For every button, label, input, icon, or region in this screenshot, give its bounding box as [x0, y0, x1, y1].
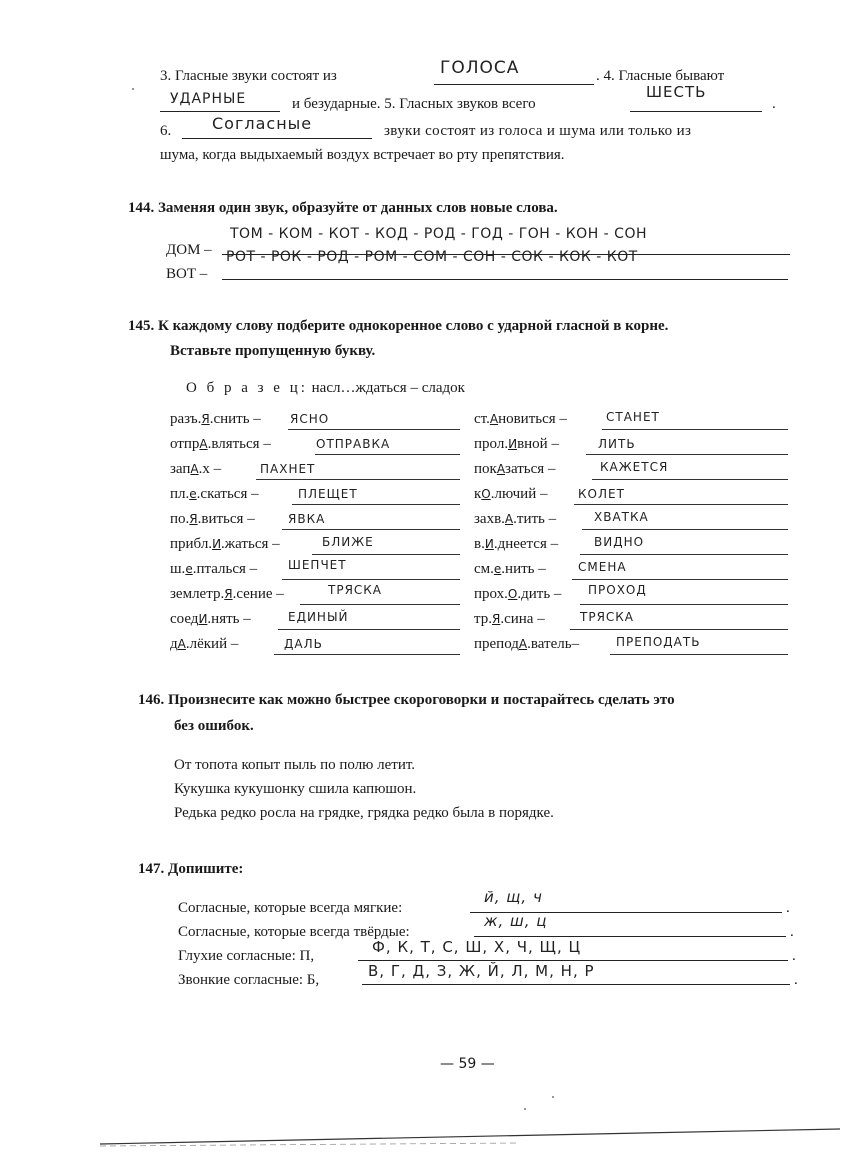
answer-4-text: УДАРНЫЕ [170, 91, 247, 107]
sample-label: О б р а з е ц: [186, 380, 308, 396]
answer-text: ОТПРАВКА [316, 437, 391, 451]
word-row [170, 408, 460, 430]
answer-6-field[interactable] [182, 114, 372, 139]
sample-answer: сладок [421, 380, 465, 396]
tongue-twister: От топота копыт пыль по полю летит. [174, 757, 416, 773]
exercise-145-title: 145. К каждому слову подберите однокоренное слово с ударной гласной в корне. [128, 318, 669, 334]
answer-text: ЯВКА [288, 512, 326, 526]
answer-line[interactable] [292, 504, 460, 505]
answer-line[interactable] [282, 529, 460, 530]
answer-text: КОЛЕТ [578, 487, 625, 501]
inserted-letter: О [481, 487, 491, 501]
word-text: прибл.И.жаться – [170, 536, 280, 552]
word-row [474, 408, 788, 430]
exercise-146-title: без ошибок. [174, 718, 254, 734]
word-text: пл.е.скаться – [170, 486, 259, 502]
consonant-answer-field[interactable] [358, 938, 788, 961]
answer-text: ПАХНЕТ [260, 462, 316, 476]
word-text: разъ.Я.снить – [170, 411, 261, 427]
inserted-letter: Я [189, 512, 198, 526]
consonant-label: Звонкие согласные: Б, [178, 972, 320, 988]
word-row [474, 458, 788, 480]
answer-line[interactable] [570, 629, 788, 630]
word-text: дА.лёкий – [170, 636, 239, 652]
inserted-letter: А [177, 637, 186, 651]
answer-line[interactable] [300, 604, 460, 605]
scan-speck [552, 1096, 554, 1098]
intro-text: звуки состоят из голоса и шума или только из [384, 123, 692, 139]
scan-speck [524, 1108, 526, 1110]
inserted-letter: А [199, 437, 208, 451]
exercise-147-title: 147. Допишите: [138, 861, 244, 877]
word-text: прох.О.дить – [474, 586, 562, 602]
intro-text: и безударные. 5. Гласных звуков всего [292, 96, 536, 112]
answer-5-text: ШЕСТЬ [646, 83, 707, 101]
answer-line[interactable] [592, 479, 788, 480]
word-row [474, 533, 788, 555]
answer-text: БЛИЖЕ [322, 535, 374, 549]
answer-line[interactable] [256, 479, 460, 480]
word-text: покАзаться – [474, 461, 556, 477]
consonant-answer-field[interactable] [362, 962, 790, 985]
answer-text: ПРЕПОДАТЬ [616, 635, 701, 649]
answer-text: ХВАТКА [594, 510, 649, 524]
answer-line[interactable] [602, 429, 788, 430]
word-text: землетр.Я.сение – [170, 586, 284, 602]
exercise-146-title: 146. Произнесите как можно быстрее скороговорки и постарайтесь сделать это [138, 692, 675, 708]
consonant-answer-text: й, щ, ч [484, 888, 543, 906]
inserted-letter: И [198, 612, 208, 626]
answer-line[interactable] [610, 654, 788, 655]
word-row [170, 558, 460, 580]
answer-text: ТРЯСКА [328, 583, 383, 597]
answer-6-text: Согласные [212, 114, 313, 133]
answer-text: ЛИТЬ [598, 437, 636, 451]
answer-3-field[interactable] [434, 58, 594, 85]
scan-edge-line [0, 1125, 842, 1155]
answer-line[interactable] [574, 504, 788, 505]
answer-line[interactable] [572, 579, 788, 580]
inserted-letter: И [484, 537, 494, 551]
word-text: см.е.нить – [474, 561, 546, 577]
answer-line[interactable] [282, 579, 460, 580]
inserted-letter: е [185, 562, 193, 576]
exercise-144-answer-text: РОТ - РОК - РОД - РОМ - СОМ - СОН - СОК - КОК - КОТ [226, 249, 638, 265]
answer-text: КАЖЕТСЯ [600, 460, 669, 474]
inserted-letter: е [493, 562, 502, 576]
answer-text: ПРОХОД [588, 583, 647, 597]
intro-text: 6. [160, 123, 172, 139]
inserted-letter: И [508, 437, 518, 451]
word-text: захв.А.тить – [474, 511, 557, 527]
answer-text: ДАЛЬ [284, 637, 323, 651]
consonant-answer-text: В, Г, Д, З, Ж, Й, Л, М, Н, Р [368, 962, 595, 980]
answer-text: СМЕНА [578, 560, 627, 574]
answer-5-field[interactable] [630, 83, 762, 112]
answer-line[interactable] [278, 629, 460, 630]
word-text: кО.лючий – [474, 486, 548, 502]
answer-line[interactable] [580, 604, 788, 605]
inserted-letter: е [189, 487, 197, 501]
answer-line[interactable] [582, 529, 788, 530]
intro-text: шума, когда выдыхаемый воздух встречает во рту препятствия. [160, 147, 565, 163]
inserted-letter: А [190, 462, 199, 476]
exercise-144-answer-field[interactable] [222, 249, 788, 280]
exercise-144-word: ДОМ – [166, 242, 212, 258]
word-text: ст.Ановиться – [474, 411, 567, 427]
answer-line[interactable] [315, 454, 460, 455]
inserted-letter: А [504, 512, 514, 526]
word-text: отпрА.вляться – [170, 436, 271, 452]
intro-text: 3. Гласные звуки состоят из [160, 68, 337, 84]
inserted-letter: А [496, 462, 506, 476]
word-row [170, 483, 460, 505]
page-number: — 59 — [440, 1056, 495, 1072]
answer-line[interactable] [586, 454, 788, 455]
word-text: запА.х – [170, 461, 222, 477]
consonant-answer-field[interactable] [474, 912, 786, 937]
exercise-144-answer-text: ТОМ - КОМ - КОТ - КОД - РОД - ГОД - ГОН - КОН - СОН [230, 226, 648, 242]
sample-word: насл…ждаться – [311, 380, 418, 396]
answer-text: ТРЯСКА [580, 610, 635, 624]
intro-text: . [772, 96, 776, 112]
consonant-label: Согласные, которые всегда твёрдые: [178, 924, 410, 940]
answer-text: СТАНЕТ [606, 410, 660, 424]
period: . [786, 900, 790, 916]
answer-line[interactable] [312, 554, 460, 555]
consonant-label: Согласные, которые всегда мягкие: [178, 900, 403, 916]
answer-text: ВИДНО [594, 535, 645, 549]
word-row [474, 583, 788, 605]
inserted-letter: О [507, 587, 518, 601]
scan-speck [132, 88, 134, 90]
word-row [170, 608, 460, 630]
answer-text: ЯСНО [290, 412, 330, 426]
period: . [792, 948, 796, 964]
word-row [170, 583, 460, 605]
answer-3-text: ГОЛОСА [440, 58, 520, 78]
word-text: в.И.днеется – [474, 536, 559, 552]
period: . [794, 972, 798, 988]
answer-text: ПЛЕЩЕТ [298, 487, 358, 501]
word-text: соедИ.нять – [170, 611, 251, 627]
word-row [170, 533, 460, 555]
exercise-145-sample [186, 378, 465, 398]
word-row [474, 483, 788, 505]
answer-line[interactable] [580, 554, 788, 555]
consonant-label: Глухие согласные: П, [178, 948, 315, 964]
word-text: тр.Я.сина – [474, 611, 545, 627]
word-row [170, 633, 460, 655]
consonant-answer-text: ж, ш, ц [484, 912, 548, 930]
exercise-144-title: 144. Заменяя один звук, образуйте от данных слов новые слова. [128, 200, 558, 216]
consonant-answer-field[interactable] [470, 888, 782, 913]
answer-4-field[interactable] [160, 93, 280, 112]
inserted-letter: А [518, 637, 528, 651]
period: . [790, 924, 794, 940]
inserted-letter: Я [224, 587, 233, 601]
answer-line[interactable] [274, 654, 460, 655]
exercise-145-title: Вставьте пропущенную букву. [170, 343, 376, 359]
word-text: ш.е.пталься – [170, 561, 258, 577]
word-row [474, 433, 788, 455]
word-row [474, 508, 788, 530]
inserted-letter: Я [201, 412, 210, 426]
word-row [170, 508, 460, 530]
inserted-letter: Я [492, 612, 501, 626]
word-row [474, 608, 788, 630]
word-row [170, 458, 460, 480]
word-row [474, 558, 788, 580]
word-row [474, 633, 788, 655]
tongue-twister: Кукушка кукушонку сшила капюшон. [174, 781, 417, 797]
inserted-letter: И [212, 537, 222, 551]
word-row [170, 433, 460, 455]
intro-text: . 4. Гласные бывают [596, 68, 725, 84]
word-text: прол.Ивной – [474, 436, 559, 452]
answer-line[interactable] [288, 429, 460, 430]
word-text: по.Я.виться – [170, 511, 255, 527]
word-text: преподА.ватель– [474, 636, 580, 652]
answer-text: ЕДИНЫЙ [288, 610, 349, 624]
tongue-twister: Редька редко росла на грядке, грядка редко была в порядке. [174, 805, 554, 821]
intro-line-1 [160, 66, 337, 86]
inserted-letter: А [489, 412, 499, 426]
consonant-answer-text: Ф, К, Т, С, Ш, Х, Ч, Щ, Ц [372, 938, 582, 956]
answer-text: ШЕПЧЕТ [288, 558, 347, 572]
exercise-144-word: ВОТ – [166, 266, 208, 282]
